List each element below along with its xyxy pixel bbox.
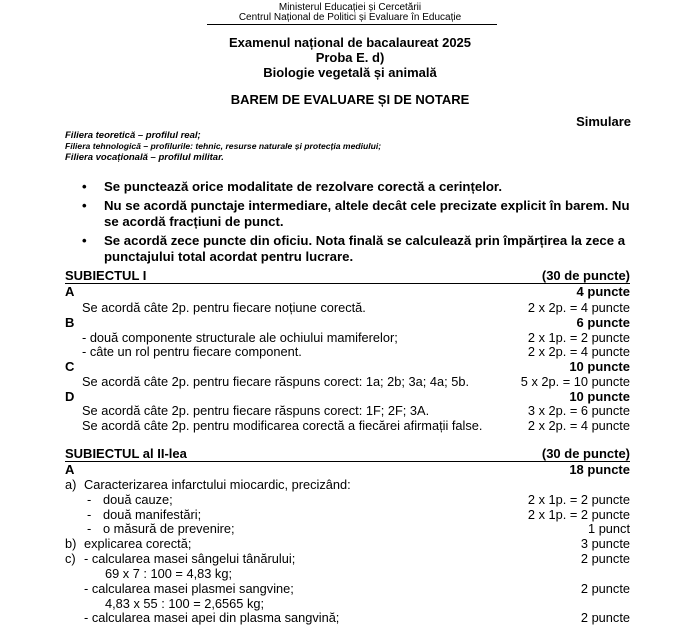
item-a-heading: A 4 puncte: [65, 284, 630, 299]
subiect-2-heading: SUBIECTUL al II-lea (30 de puncte): [65, 446, 630, 461]
bullet-icon: •: [82, 233, 87, 248]
item-2a-heading: A 18 puncte: [65, 462, 630, 477]
bullet-icon: •: [82, 179, 87, 194]
item-c-heading: C 10 puncte: [65, 359, 630, 374]
evaluation-rules: [82, 179, 642, 268]
proba-title: Proba E. d): [315, 50, 385, 65]
document-page: Ministerul Educației și Cercetării Centrul Național de Politici și Evaluare în Educație Examenul național de bacalaureat 2025 Proba E. d) Biologie vegetală și animală BAREM DE EVALUARE ȘI DE NOTARE Simulare Filiera teoretică – profilul real; Filiera tehnologică – profilurile: tehnic, resurse naturale și protecția mediului; Filiera vocațională – profilul militar. • Se punctează orice modalitate de rezolvare corectă a cerințelor. • Nu se acordă punctaje intermediare, altele decât cele precizate explicit în barem. Nu se acordă fracțiuni de punct. • Se acordă zece puncte din oficiu. Nota finală se calculează prin împărțirea la zece a punctajului total acordat pentru lucrare. SUBIECTUL I (30 de puncte) A 4 puncte Se acordă câte 2p. pentru fiecare noțiune corectă. 2 x 2p. = 4 puncte B 6 puncte - două componente structurale ale ochiului mamiferelor; 2 x 1p. = 2 puncte - câte un rol pentru fiecare component. 2 x 2p. = 4 puncte C 10 puncte Se acordă câte 2p. pentru fiecare răspuns corect: 1a; 2b; 3a; 4a; 5b. 5 x 2p. = 10 puncte D 10 puncte Se acordă câte 2p. pentru fiecare răspuns corect: 1F; 2F; 3A. 3 x 2p. = 6 puncte Se acordă câte 2p. pentru modificarea corectă a fiecărei afirmații false. 2 x 2p. = 4 puncte SUBIECTUL al II-lea (30 de puncte) A 18 puncte a) Caracterizarea infarctului miocardic, precizând: - două cauze; 2 x 1p. = 2 puncte - două manifestări; 2 x 1p. = 2 puncte - o măsură de prevenire; 1 punct b) explicarea corectă; 3 puncte c) - calcularea masei sângelui tânărului; 2 puncte 69 x 7 : 100 = 4,83 kg; - calcularea masei plasmei sangvine; 2 puncte 4,83 x 55 : 100 = 2,6565 kg; - calcularea masei apei din plasma sangvină; 2 puncte: [0, 0, 700, 627]
filiera-vocationala: Filiera vocațională – profilul militar.: [65, 152, 224, 163]
item-d-heading: D 10 puncte: [65, 389, 630, 404]
simulare-label: Simulare: [576, 114, 631, 129]
rule-item: • Se acordă zece puncte din oficiu. Nota finală se calculează prin împărțirea la zece a punctajului total acordat pentru lucrare.: [82, 233, 626, 264]
bullet-icon: •: [82, 198, 87, 213]
exam-title: Examenul național de bacalaureat 2025: [228, 35, 472, 50]
subiect-1-heading: SUBIECTUL I (30 de puncte): [65, 268, 630, 283]
subject-title: Biologie vegetală și animală: [263, 65, 437, 80]
header-divider: [207, 24, 497, 25]
filiera-tehnologica: Filiera tehnologică – profilurile: tehnic, resurse naturale și protecția mediului;: [65, 141, 382, 151]
rule-item: • Nu se acordă punctaje intermediare, altele decât cele precizate explicit în barem. Nu se acordă fracțiuni de punct.: [82, 198, 630, 229]
item-b-heading: B 6 puncte: [65, 315, 630, 330]
barem-title: BAREM DE EVALUARE ȘI DE NOTARE: [230, 92, 470, 107]
ministry-name: Ministerul Educației și Cercetării: [278, 2, 422, 13]
filiera-teoretica: Filiera teoretică – profilul real;: [65, 130, 201, 141]
rule-item: • Se punctează orice modalitate de rezolvare corectă a cerințelor.: [82, 179, 502, 194]
center-name: Centrul Național de Politici și Evaluare în Educație: [238, 12, 462, 23]
